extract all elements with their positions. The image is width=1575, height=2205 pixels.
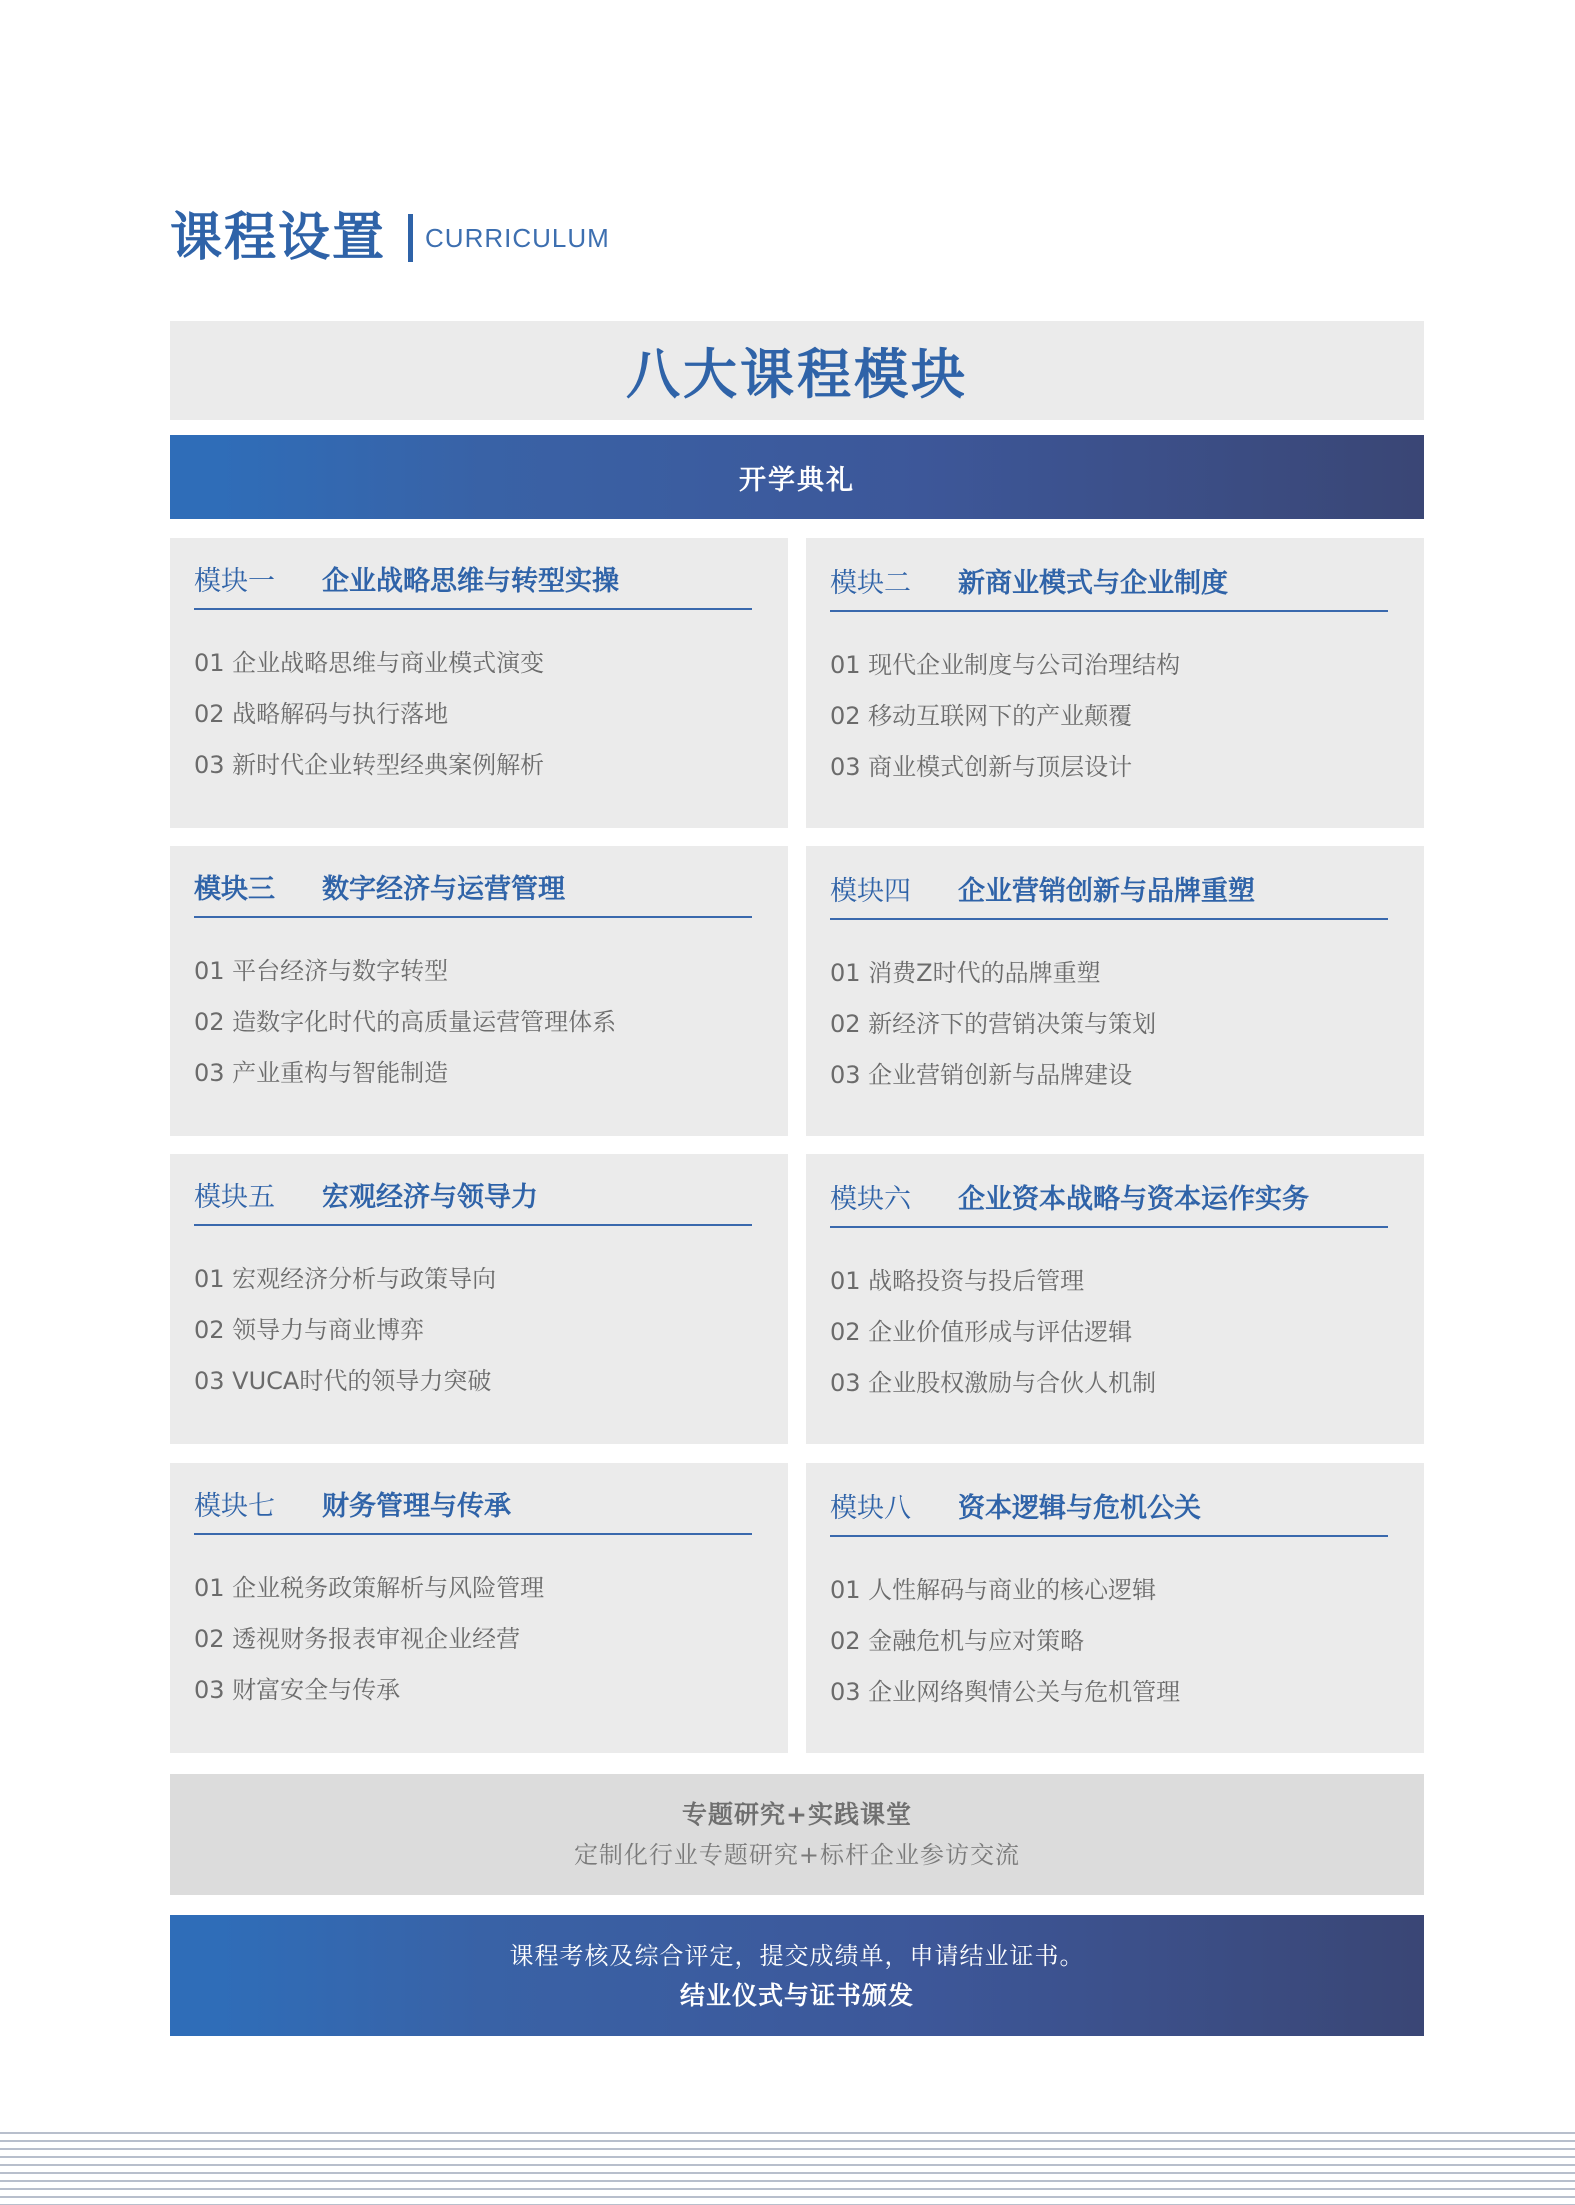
module-card-1	[170, 538, 788, 828]
module-header	[830, 874, 1388, 920]
section-subtitle: CURRICULUM	[425, 222, 610, 253]
module-number: 模块七	[194, 1491, 275, 1522]
module-topic: 01 现代企业制度与公司治理结构	[830, 651, 1181, 679]
section-header	[170, 208, 610, 268]
module-number: 模块六	[830, 1184, 911, 1215]
module-topic: 02 造数字化时代的高质量运营管理体系	[194, 1008, 617, 1036]
opening-ceremony-bar	[170, 435, 1424, 519]
module-header	[194, 872, 752, 918]
module-number: 模块三	[194, 874, 275, 905]
title-divider	[408, 214, 413, 262]
module-title: 数字经济与运营管理	[322, 874, 565, 905]
module-title: 资本逻辑与危机公关	[958, 1493, 1201, 1524]
module-topic-list	[194, 1563, 544, 1716]
module-header	[830, 1491, 1388, 1537]
module-topic-list	[830, 1256, 1156, 1409]
module-topic-list	[194, 946, 616, 1099]
module-topic: 02 透视财务报表审视企业经营	[194, 1625, 521, 1653]
module-topic: 03 VUCA时代的领导力突破	[194, 1367, 492, 1395]
decorative-stripes	[0, 2126, 1575, 2205]
module-header	[194, 1489, 752, 1535]
module-title: 新商业模式与企业制度	[958, 568, 1228, 599]
module-card-5	[170, 1154, 788, 1444]
module-title: 企业资本战略与资本运作实务	[958, 1184, 1309, 1215]
module-topic: 02 移动互联网下的产业颠覆	[830, 702, 1133, 730]
assessment-text: 课程考核及综合评定，提交成绩单，申请结业证书。	[509, 1941, 1085, 1970]
graduation-ceremony-label: 结业仪式与证书颁发	[679, 1980, 914, 2010]
banner-title: 八大课程模块	[626, 343, 968, 406]
module-topic: 01 企业战略思维与商业模式演变	[194, 649, 545, 677]
module-topic: 01 平台经济与数字转型	[194, 957, 449, 985]
opening-ceremony-label: 开学典礼	[739, 464, 855, 496]
module-topic-list	[830, 1565, 1180, 1718]
module-topic: 03 商业模式创新与顶层设计	[830, 753, 1133, 781]
module-header	[830, 1182, 1388, 1228]
module-topic: 03 财富安全与传承	[194, 1676, 401, 1704]
module-number: 模块四	[830, 876, 911, 907]
module-topic: 03 产业重构与智能制造	[194, 1059, 449, 1087]
module-number: 模块八	[830, 1493, 911, 1524]
module-topic: 02 企业价值形成与评估逻辑	[830, 1318, 1133, 1346]
module-header	[194, 564, 752, 610]
module-topic: 01 企业税务政策解析与风险管理	[194, 1574, 545, 1602]
module-title: 宏观经济与领导力	[322, 1182, 538, 1213]
module-topic: 02 领导力与商业博弈	[194, 1316, 425, 1344]
module-card-4	[806, 846, 1424, 1136]
module-topic: 03 企业网络舆情公关与危机管理	[830, 1678, 1181, 1706]
module-topic-list	[830, 640, 1180, 793]
module-card-7	[170, 1463, 788, 1753]
module-number: 模块二	[830, 568, 911, 599]
module-card-3	[170, 846, 788, 1136]
research-practice-box	[170, 1774, 1424, 1895]
module-number: 模块五	[194, 1182, 275, 1213]
module-title: 企业战略思维与转型实操	[322, 566, 619, 597]
graduation-bar	[170, 1915, 1424, 2036]
module-header	[194, 1180, 752, 1226]
module-topic: 01 宏观经济分析与政策导向	[194, 1265, 497, 1293]
module-topic: 03 企业股权激励与合伙人机制	[830, 1369, 1157, 1397]
module-topic-list	[194, 1254, 496, 1407]
module-card-2	[806, 538, 1424, 828]
modules-banner	[170, 321, 1424, 420]
module-topic: 01 战略投资与投后管理	[830, 1267, 1085, 1295]
module-card-8	[806, 1463, 1424, 1753]
module-header	[830, 566, 1388, 612]
research-subtitle: 定制化行业专题研究+标杆企业参访交流	[573, 1840, 1021, 1869]
module-topic: 03 新时代企业转型经典案例解析	[194, 751, 545, 779]
module-number: 模块一	[194, 566, 275, 597]
module-topic: 01 人性解码与商业的核心逻辑	[830, 1576, 1157, 1604]
module-topic: 03 企业营销创新与品牌建设	[830, 1061, 1133, 1089]
module-topic: 01 消费Z时代的品牌重塑	[830, 959, 1101, 987]
module-title: 财务管理与传承	[322, 1491, 511, 1522]
research-title: 专题研究+实践课堂	[682, 1799, 912, 1829]
module-topic: 02 金融危机与应对策略	[830, 1627, 1085, 1655]
module-topic-list	[830, 948, 1156, 1101]
module-topic: 02 新经济下的营销决策与策划	[830, 1010, 1157, 1038]
section-title: 课程设置	[170, 208, 387, 268]
module-card-6	[806, 1154, 1424, 1444]
module-topic: 02 战略解码与执行落地	[194, 700, 449, 728]
module-topic-list	[194, 638, 544, 791]
module-title: 企业营销创新与品牌重塑	[958, 876, 1255, 907]
